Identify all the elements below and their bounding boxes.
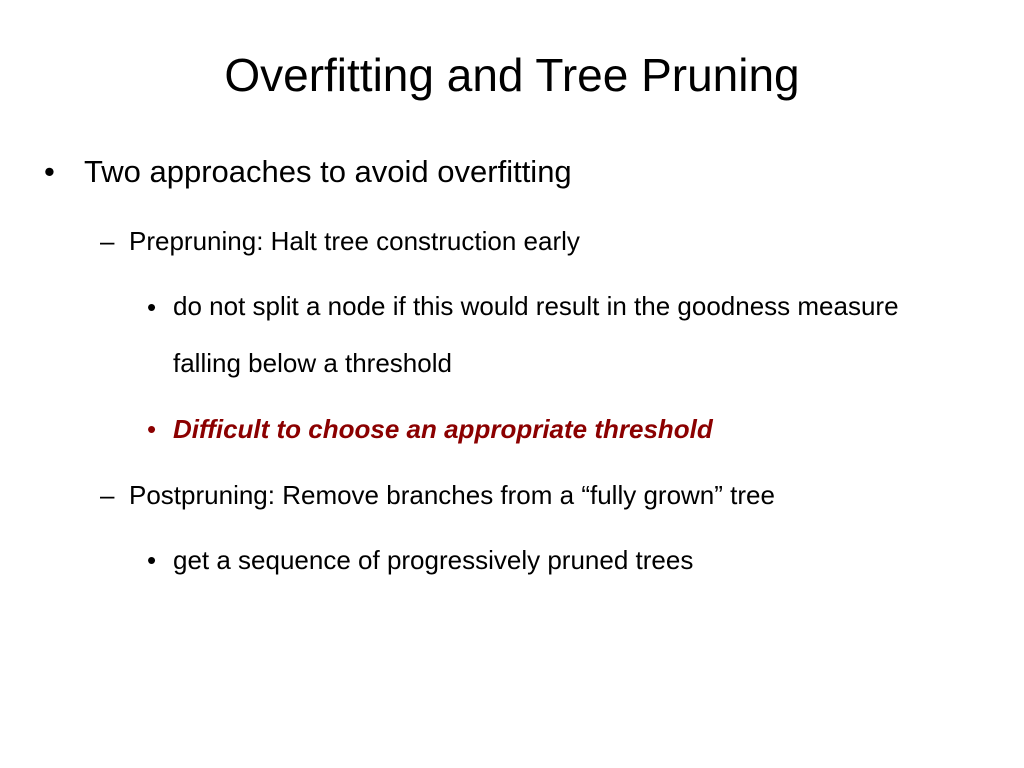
emphasized-bullet-text: Difficult to choose an appropriate threshold	[173, 414, 713, 444]
sub-sub-bullet-marker: •	[147, 545, 157, 575]
sub-sub-bullet-text: do not split a node if this would result in the goodness measure falling below a threshold	[173, 291, 899, 378]
sub-sub-bullet-marker: •	[147, 414, 157, 444]
sub-bullet-text: Postpruning: Remove branches from a “fully grown” tree	[129, 480, 775, 510]
sub-bullet-text: Prepruning: Halt tree construction early	[129, 226, 580, 256]
sub-bullet-dash: –	[100, 226, 115, 256]
bullet-marker: •	[44, 154, 55, 189]
bullet-text: Two approaches to avoid overfitting	[84, 154, 572, 189]
sub-bullet-dash: –	[100, 480, 115, 510]
sub-sub-bullet-text: get a sequence of progressively pruned trees	[173, 545, 694, 575]
slide-title: Overfitting and Tree Pruning	[224, 49, 800, 101]
sub-sub-bullet-marker: •	[147, 292, 157, 322]
